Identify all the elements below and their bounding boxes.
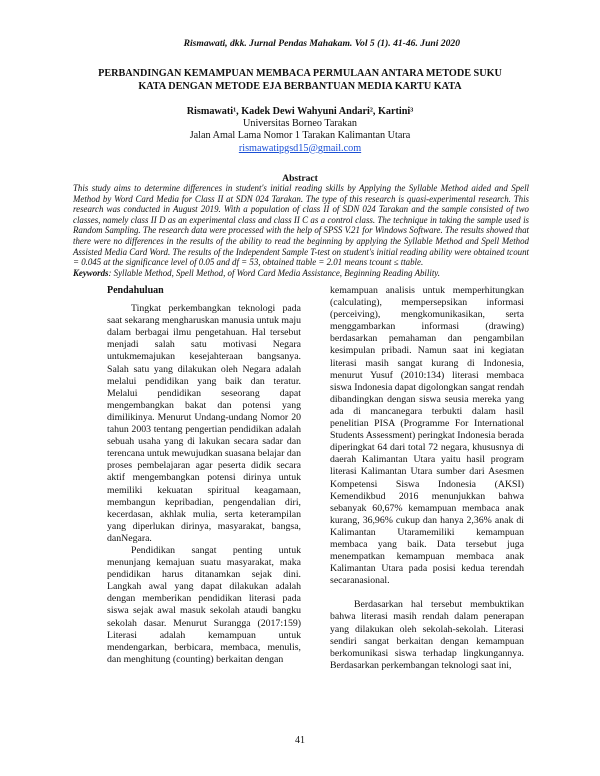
abstract-text: This study aims to determine differences in student's initial reading skills by Applying the Syllable Method aided and Spell Method by Word Card Media for Class II at SDN 024 Tarakan. The type of this research is quasi-experimental research. This research was conducted in August 2019. With a population of class II of SDN 024 Tarakan and the sample consisted of two classes, namely class II D as an experimental class and class II C as a control class. The technique in taking the sample used is Random Sampling. The research data were processed with the help of SPSS V.21 for Windows Software. The results showed that there were no differences in the results of the ability to read the beginning by applying the Syllable Method and Spell Method Assisted Media Card Word. The results of the Independent Sample T-test on student's initial reading ability were obtained tcount = 0.045 at the significance level of 0.05 and df = 53, obtained ttable = 2.01 means tcount ≤ ttable. [73, 183, 529, 268]
title-line-2: KATA DENGAN METODE EJA BERBANTUAN MEDIA KARTU KATA [138, 80, 462, 92]
abstract-heading: Abstract [282, 173, 318, 184]
right-paragraph-1: kemampuan analisis untuk memperhitungkan (calculating), mempersepsikan informasi (perceiving), mengkomunikasikan, serta menggambarkan informasi (drawing) berdasarkan pemahaman dan pengambilan kesimpulan pribadi. Namun saat ini kegiatan literasi masih sangat kurang di Indonesia, menurut Yusuf (2010:134) literasi membaca siswa Indonesia dapat digolongkan sangat rendah dibandingkan dengan siswa seusia mereka yang ada di mancanegara terbukti dalam hasil penelitian PISA (Programme For International Students Assessment) peringkat Indonesia berada diperingkat 64 dari total 72 negara, khususnya di daerah Kalimantan Utara yaitu hasil program literasi Kalimantan Utara sumber dari Asesmen Kompetensi Siswa Indonesia (AKSI) Kemendikbud 2016 menunjukkan bahwa sebanyak 60,67% kemampuan membaca anak kurang, 36,96% cukup dan hanya 2,36% anak di Kalimantan Utaramemiliki kemampuan membaca yang baik. Data tersebut juga menempatkan kemampuan membaca anak Kalimantan Utara pada posisi kedua terendah secaranasional. [330, 285, 524, 587]
left-paragraph-1: Tingkat perkembangkan teknologi pada saat sekarang mengharuskan manusia untuk maju dalam berbagai ilmu pengetahuan. Hal tersebut menjadi salah satu motivasi Negara untukmemajukan kesejahteraan bangsanya. Salah satu yang dilakukan oleh Negara adalah melalui pendidikan yang baik dan teratur. Melalui pendidikan seseorang dapat mengembangkan bakat dan potensi yang dimilikinya. Menurut Undang-undang Nomor 20 tahun 2003 tentang pengertian pendidikan adalah sebuah usaha yang di lakukan secara sadar dan terencana untuk mewujudkan suasana belajar dan proses pembelajaran agar peserta didik secara aktif mengembangkan potensi dirinya untuk memiliki kekuatan spiritual keagamaan, membangun kepribadian, pengendalian diri, kecerdasan, akhlak mulia, serta keterampilan yang diperlukan dirinya, masyarakat, bangsa, danNegara. [107, 303, 301, 544]
left-column [107, 285, 301, 666]
author-block [70, 106, 530, 155]
keywords-label: Keywords [73, 267, 109, 278]
author-names: Rismawati¹, Kadek Dewi Wahyuni Andari², Kartini³ [186, 106, 414, 117]
right-column [330, 285, 524, 672]
right-paragraph-2: Berdasarkan hal tersebut membuktikan bahwa literasi masih rendah dalam penerapan yang dilakukan oleh sekolah-sekolah. Literasi sendiri sangat berkaitan dengan kemampuan berkomunikasi siswa terhadap lingkungannya. Berdasarkan perkembangan teknologi saat ini, [330, 599, 524, 671]
affiliation-address: Jalan Amal Lama Nomor 1 Tarakan Kalimantan Utara [189, 130, 411, 142]
title-line-1: PERBANDINGAN KEMAMPUAN MEMBACA PERMULAAN ANTARA METODE SUKU [98, 68, 502, 79]
left-paragraph-2: Pendidikan sangat penting untuk menunjang kemajuan suatu masyarakat, maka pendidikan harus ditanamkan sejak dini. Langkah awal yang dapat dilakukan adalah dengan memberikan pendidikan literasi pada siswa sejak awal masuk sekolah ataudi bangku sekolah dasar. Menurut Surangga (2017:159) Literasi adalah kemampuan untuk mendengarkan, berbicara, membaca, menulis, dan menghitung (counting) berkaitan dengan [107, 544, 301, 665]
running-head: Rismawati, dkk. Jurnal Pendas Mahakam. Vol 5 (1). 41-46. Juni 2020 [183, 38, 460, 49]
author-email-link[interactable]: rismawatipgsd15@gmail.com [238, 142, 362, 154]
paper-title [70, 68, 530, 93]
keywords-text: : Syllable Method, Spell Method, of Word Card Media Assistance, Beginning Reading Ability. [108, 267, 440, 278]
abstract-body [73, 183, 529, 278]
page-number: 41 [295, 735, 305, 746]
affiliation-university: Universitas Borneo Tarakan [243, 118, 357, 130]
section-heading: Pendahuluan [107, 285, 164, 296]
